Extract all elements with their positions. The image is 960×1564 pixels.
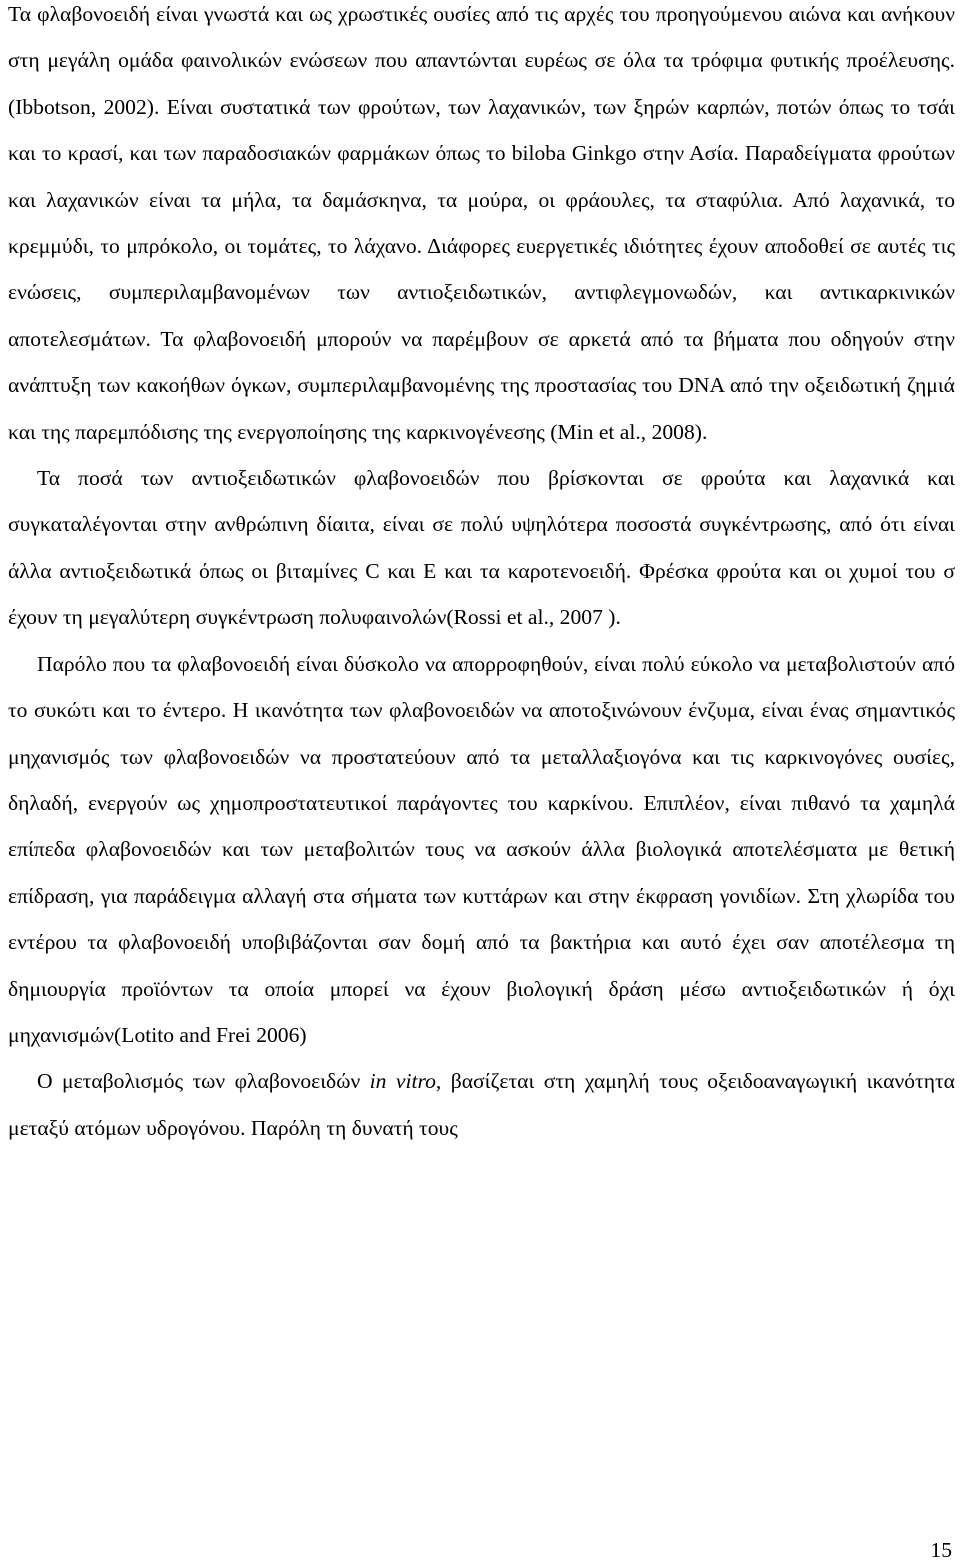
paragraph-antioxidant-amounts: Τα ποσά των αντιοξειδωτικών φλαβονοειδών που βρίσκονται σε φρούτα και λαχανικά και συγκαταλέγονται στην ανθρώπινη δίαιτα, είναι σε πολύ υψηλότερα ποσοστά συγκέντρωσης, από ότι είναι άλλα αντιοξειδωτικά όπως οι βιταμίνες C και E και τα καροτενοειδή. Φρέσκα φρούτα και οι χυμοί του σ έχουν τη μεγαλύτερη συγκέντρωση πολυφαινολών(Rossi et al., 2007 ).	[8, 466, 955, 630]
paragraph-text-end: , βασίζεται στη χαμηλή τους οξειδοαναγωγική ικανότητα μεταξύ ατόμων υδρογόνου. Παρόλη τη δυνατή τους	[8, 1069, 955, 1140]
page-number: 15	[930, 1538, 952, 1562]
paragraph-absorption-metabolism: Παρόλο που τα φλαβονοειδή είναι δύσκολο να απορροφηθούν, είναι πολύ εύκολο να μεταβολιστούν από το συκώτι και το έντερο. Η ικανότητα των φλαβονοειδών να αποτοξινώνουν ένζυμα, είναι ένας σημαντικός μηχανισμός των φλαβονοειδών να προστατεύουν από τα μεταλλαξιογόνα και τις καρκινογόνες ουσίες, δηλαδή, ενεργούν ως χημοπροστατευτικοί παράγοντες του καρκίνου. Επιπλέον, είναι πιθανό τα χαμηλά επίπεδα φλαβονοειδών και των μεταβολιτών τους να ασκούν άλλα βιολογικά αποτελέσματα με θετική επίδραση, για παράδειγμα αλλαγή στα σήματα των κυττάρων και στην έκφραση γονιδίων. Στη χλωρίδα του εντέρου τα φλαβονοειδή υποβιβάζονται σαν δομή από τα βακτήρια και αυτό έχει σαν αποτέλεσμα τη δημιουργία προϊόντων τα οποία μπορεί να έχουν βιολογική δράση μέσω αντιοξειδωτικών ή όχι μηχανισμών(Lotito and Frei 2006)	[8, 651, 955, 1047]
document-page	[8, 0, 955, 1151]
paragraph-flavonoids-intro: Τα φλαβονοειδή είναι γνωστά και ως χρωστικές ουσίες από τις αρχές του προηγούμενου αιώνα και ανήκουν στη μεγάλη ομάδα φαινολικών ενώσεων που απαντώνται ευρέως σε όλα τα τρόφιμα φυτικής προέλευσης. (Ibbotson, 2002). Είναι συστατικά των φρούτων, των λαχανικών, των ξηρών καρπών, ποτών όπως το τσάι και το κρασί, και των παραδοσιακών φαρμάκων όπως το biloba Ginkgo στην Ασία. Παραδείγματα φρούτων και λαχανικών είναι τα μήλα, τα δαμάσκηνα, τα μούρα, οι φράουλες, τα σταφύλια. Από λαχανικά, το κρεμμύδι, το μπρόκολο, οι τομάτες, το λάχανο. Διάφορες ευεργετικές ιδιότητες έχουν αποδοθεί σε αυτές τις ενώσεις, συμπεριλαμβανομένων των αντιοξειδωτικών, αντιφλεγμονωδών, και αντικαρκινικών αποτελεσμάτων. Τα φλαβονοειδή μπορούν να παρέμβουν σε αρκετά από τα βήματα που οδηγούν στην ανάπτυξη των κακοήθων όγκων, συμπεριλαμβανομένης της προστασίας του DNA από την οξειδωτική ζημιά και της παρεμπόδισης της ενεργοποίησης της καρκινογένεσης (Min et al., 2008).	[8, 2, 955, 444]
paragraph-text-start: Ο μεταβολισμός των φλαβονοειδών	[37, 1069, 370, 1094]
paragraph-in-vitro-metabolism	[8, 1058, 955, 1151]
italic-term: in vitro	[369, 1069, 436, 1094]
